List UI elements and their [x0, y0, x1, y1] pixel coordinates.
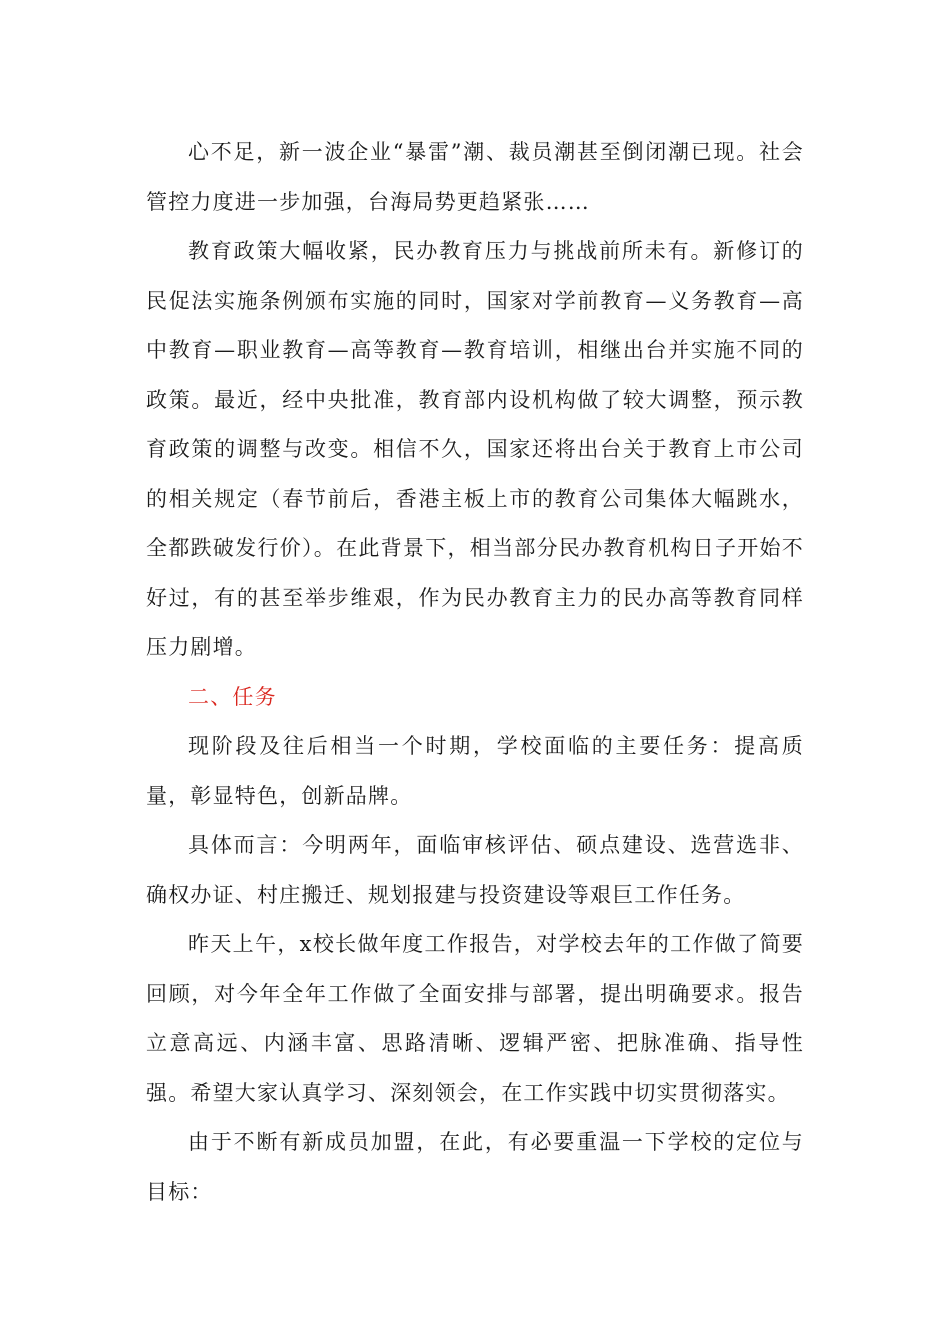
- paragraph-education-policy: 教育政策大幅收紧，民办教育压力与挑战前所未有。新修订的民促法实施条例颁布实施的同时，国家对学前教育—义务教育—高中教育—职业教育—高等教育—教育培训，相继出台并实施不同的政策。最近，经中央批准，教育部内设机构做了较大调整，预示教育政策的调整与改变。相信不久，国家还将出台关于教育上市公司的相关规定（春节前后，香港主板上市的教育公司集体大幅跳水，全都跌破发行价）。在此背景下，相当部分民办教育机构日子开始不好过，有的甚至举步维艰，作为民办教育主力的民办高等教育同样压力剧增。: [146, 239, 804, 659]
- section-heading-tasks: 二、任务: [188, 684, 277, 709]
- document-body: [146, 128, 804, 1217]
- paragraph-social-situation: 心不足，新一波企业“暴雷”潮、裁员潮甚至倒闭潮已现。社会管控力度进一步加强，台海局势更趋紧张……: [146, 140, 804, 214]
- paragraph-main-tasks: 现阶段及往后相当一个时期，学校面临的主要任务：提高质量，彰显特色，创新品牌。: [146, 734, 804, 808]
- paragraph-specific-tasks: 具体而言：今明两年，面临审核评估、硕点建设、选营选非、确权办证、村庄搬迁、规划报建与投资建设等艰巨工作任务。: [146, 833, 804, 907]
- paragraph-positioning-goals: 由于不断有新成员加盟，在此，有必要重温一下学校的定位与目标：: [146, 1130, 804, 1204]
- paragraph-annual-report: 昨天上午，x校长做年度工作报告，对学校去年的工作做了简要回顾，对今年全年工作做了全面安排与部署，提出明确要求。报告立意高远、内涵丰富、思路清晰、逻辑严密、把脉准确、指导性强。希望大家认真学习、深刻领会，在工作实践中切实贯彻落实。: [146, 932, 804, 1105]
